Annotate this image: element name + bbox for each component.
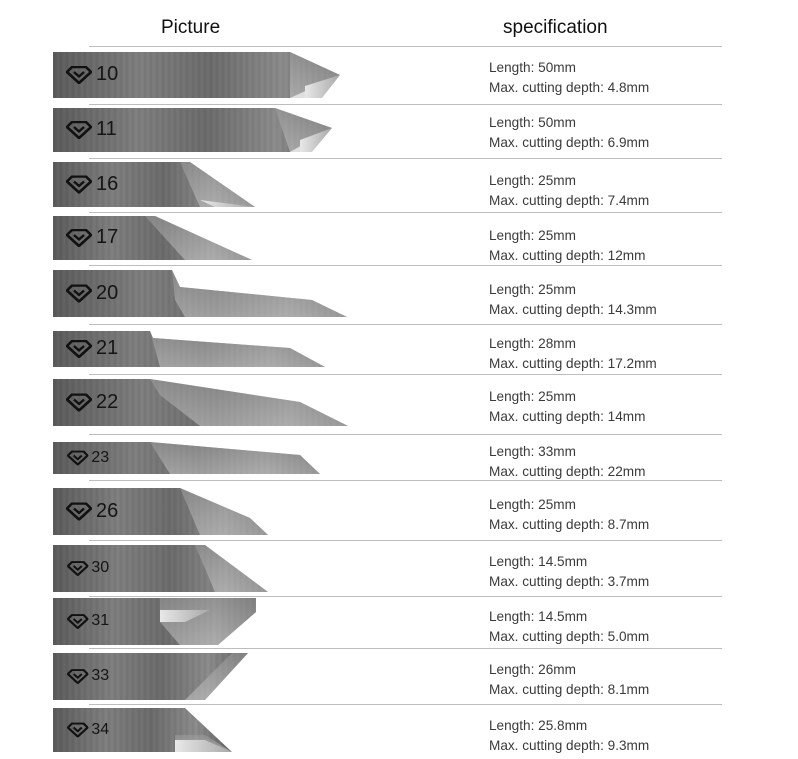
row-divider	[89, 648, 722, 649]
blade-model-number: 22	[96, 390, 119, 413]
spec-length: Length: 25mm	[489, 173, 576, 188]
spec-max-cutting-depth: Max. cutting depth: 8.7mm	[489, 517, 650, 532]
blade-model-number: 26	[96, 499, 119, 522]
spec-length: Length: 50mm	[489, 115, 576, 130]
row-divider	[89, 212, 722, 213]
spec-length: Length: 28mm	[489, 336, 576, 351]
spec-max-cutting-depth: Max. cutting depth: 6.9mm	[489, 135, 650, 150]
row-divider	[89, 596, 722, 597]
spec-max-cutting-depth: Max. cutting depth: 14.3mm	[489, 302, 657, 317]
spec-length: Length: 25mm	[489, 282, 576, 297]
blade-bevel	[150, 331, 325, 367]
blade-image-33	[53, 653, 248, 700]
blade-model-number: 21	[96, 337, 119, 360]
spec-length: Length: 33mm	[489, 444, 576, 459]
blade-spec	[489, 171, 649, 211]
blade-image-17	[53, 216, 252, 260]
row-divider	[89, 104, 722, 105]
row-divider	[89, 704, 722, 705]
spec-length: Length: 25mm	[489, 228, 576, 243]
header-specification: specification	[503, 17, 608, 38]
spec-max-cutting-depth: Max. cutting depth: 8.1mm	[489, 682, 650, 697]
spec-max-cutting-depth: Max. cutting depth: 5.0mm	[489, 629, 650, 644]
spec-max-cutting-depth: Max. cutting depth: 9.3mm	[489, 738, 650, 753]
blade-model-number: 34	[91, 720, 110, 738]
blade-model-number: 17	[96, 226, 119, 249]
blade-model-number: 20	[96, 281, 119, 304]
spec-length: Length: 50mm	[489, 60, 576, 75]
blade-image-26	[53, 488, 268, 535]
row-divider	[89, 540, 722, 541]
blade-model-number: 11	[96, 118, 117, 141]
blade-spec	[489, 387, 645, 427]
blade-spec	[489, 552, 649, 592]
row-divider	[89, 46, 722, 47]
blade-spec	[489, 442, 645, 482]
blade-spec	[489, 280, 657, 320]
row-divider	[89, 265, 722, 266]
blade-image-16	[53, 162, 255, 207]
row-divider	[89, 480, 722, 481]
blade-spec	[489, 716, 649, 756]
spec-length: Length: 25mm	[489, 497, 576, 512]
row-divider	[89, 324, 722, 325]
blade-spec	[489, 495, 649, 535]
spec-length: Length: 25.8mm	[489, 718, 588, 733]
blade-model-number: 31	[91, 612, 110, 630]
spec-length: Length: 14.5mm	[489, 609, 588, 624]
spec-length: Length: 26mm	[489, 662, 576, 677]
blade-spec	[489, 660, 649, 700]
spec-max-cutting-depth: Max. cutting depth: 17.2mm	[489, 356, 657, 371]
spec-length: Length: 14.5mm	[489, 554, 588, 569]
header-picture: Picture	[161, 17, 221, 38]
blade-bevel	[150, 442, 320, 474]
spec-max-cutting-depth: Max. cutting depth: 14mm	[489, 409, 646, 424]
row-divider	[89, 158, 722, 159]
spec-max-cutting-depth: Max. cutting depth: 12mm	[489, 248, 646, 263]
blade-spec	[489, 226, 645, 266]
blade-model-number: 16	[96, 172, 119, 195]
row-divider	[89, 434, 722, 435]
blade-spec	[489, 58, 649, 98]
spec-max-cutting-depth: Max. cutting depth: 22mm	[489, 464, 646, 479]
blade-spec	[489, 113, 649, 153]
blade-image-21	[53, 331, 325, 367]
blade-model-number: 10	[96, 63, 119, 86]
blade-model-number: 33	[91, 667, 110, 685]
row-divider	[89, 374, 722, 375]
blade-bevel	[172, 270, 347, 317]
blade-image-11	[53, 108, 332, 152]
blade-model-number: 30	[91, 559, 110, 577]
spec-max-cutting-depth: Max. cutting depth: 3.7mm	[489, 574, 650, 589]
blade-spec	[489, 607, 649, 647]
blade-model-number: 23	[91, 448, 110, 466]
blade-spec	[489, 334, 657, 374]
spec-max-cutting-depth: Max. cutting depth: 7.4mm	[489, 193, 650, 208]
spec-max-cutting-depth: Max. cutting depth: 4.8mm	[489, 80, 650, 95]
spec-length: Length: 25mm	[489, 389, 576, 404]
